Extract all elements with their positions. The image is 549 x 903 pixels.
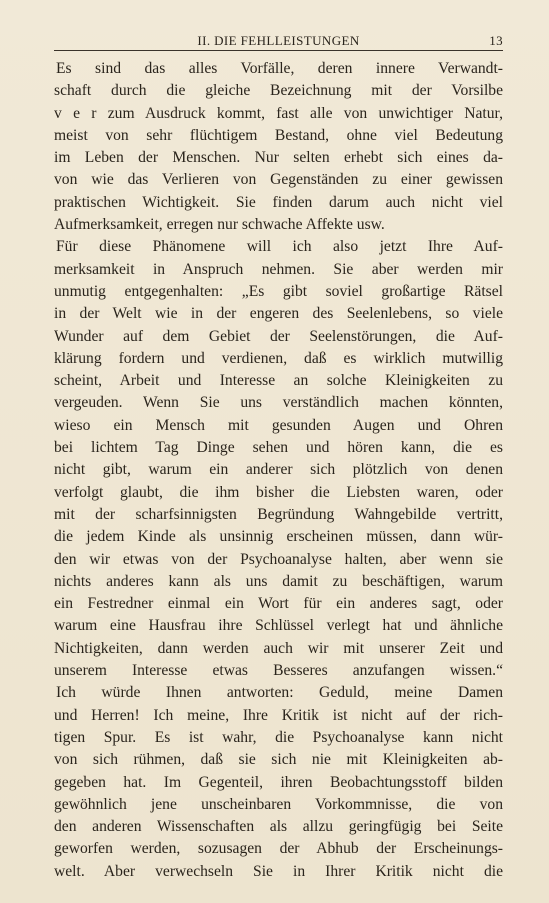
text-line: Ich würde Ihnen antworten: Geduld, meine Damen <box>56 684 503 702</box>
text-line: klärung fordern und verdienen, daß es wirklich mutwillig <box>54 349 503 367</box>
text-line: den wir etwas von der Psychoanalyse halten, aber wenn sie <box>54 550 503 568</box>
text-line: unserem Interesse etwas Besseres anzufangen wissen.“ <box>54 662 503 680</box>
text-line: vergeuden. Wenn Sie uns verständlich machen könnten, <box>54 394 503 412</box>
text-line: tigen Spur. Es ist wahr, die Psychoanalyse kann nicht <box>54 728 503 746</box>
text-line: nicht gibt, warum ein anderer sich plötzlich von denen <box>54 461 503 479</box>
text-line: unmutig entgegenhalten: „Es gibt soviel großartige Rätsel <box>54 282 503 300</box>
text-line: bei lichtem Tag Dinge sehen und hören kann, die es <box>54 439 503 457</box>
text-line: Aufmerksamkeit, erregen nur schwache Affekte usw. <box>54 216 385 234</box>
text-line: gegeben hat. Im Gegenteil, ihren Beobachtungsstoff bilden <box>54 773 503 791</box>
running-header <box>54 30 503 51</box>
chapter-title: II. DIE FEHLLEISTUNGEN <box>197 33 360 48</box>
text-line: praktischen Wichtigkeit. Sie finden darum auch nicht viel <box>54 193 503 211</box>
text-line: verfolgt glaubt, die ihm bisher die Liebsten waren, oder <box>54 483 503 501</box>
text-line: Nichtigkeiten, dann werden auch wir mit unserer Zeit und <box>54 639 503 657</box>
text-line: in der Welt wie in der engeren des Seelenlebens, so viele <box>54 305 503 323</box>
text-line: von sich rühmen, daß sie sich nie mit Kleinigkeiten ab- <box>54 751 503 769</box>
text-line: scheint, Arbeit und Interesse an solche Kleinigkeiten zu <box>54 372 503 390</box>
text-line: wieso ein Mensch mit gesunden Augen und Ohren <box>54 416 503 434</box>
text-line: gewöhnlich jene unscheinbaren Vorkommnisse, die von <box>54 795 503 813</box>
text-line: und Herren! Ich meine, Ihre Kritik ist nicht auf der rich- <box>54 706 503 724</box>
text-line: mit der scharfsinnigsten Begründung Wahngebilde vertritt, <box>54 505 503 523</box>
text-line: warum eine Hausfrau ihre Schlüssel verlegt hat und ähnliche <box>54 617 503 635</box>
text-line: von wie das Verlieren von Gegenständen zu einer gewissen <box>54 171 503 189</box>
text-line: Für diese Phänomene will ich also jetzt Ihre Auf- <box>56 238 503 256</box>
text-line: Wunder auf dem Gebiet der Seelenstörungen, die Auf- <box>54 327 503 345</box>
text-line: nichts anderes kann als uns damit zu beschäftigen, warum <box>54 572 503 590</box>
text-line: meist von sehr flüchtigem Bestand, ohne viel Bedeutung <box>54 126 503 144</box>
text-line: schaft durch die gleiche Bezeichnung mit der Vorsilbe <box>54 82 503 100</box>
text-line: welt. Aber verwechseln Sie in Ihrer Kritik nicht die <box>54 862 503 880</box>
text-line: den anderen Wissenschaften als allzu geringfügig bei Seite <box>54 818 503 836</box>
page-number: 13 <box>489 33 503 48</box>
text-line: Es sind das alles Vorfälle, deren innere Verwandt- <box>56 60 503 77</box>
text-line: geworfen werden, sozusagen der Abhub der Erscheinungs- <box>54 840 503 858</box>
text-line: v e r zum Ausdruck kommt, fast alle von unwichtiger Natur, <box>54 104 503 122</box>
body-text <box>54 58 503 883</box>
text-line: im Leben der Menschen. Nur selten erhebt sich eines da- <box>54 149 503 167</box>
text-line: die jedem Kinde als unsinnig erscheinen müssen, dann wür- <box>54 528 503 546</box>
text-line: ein Festredner einmal ein Wort für ein anderes sagt, oder <box>54 595 503 613</box>
text-line: merksamkeit in Anspruch nehmen. Sie aber werden mir <box>54 260 503 278</box>
